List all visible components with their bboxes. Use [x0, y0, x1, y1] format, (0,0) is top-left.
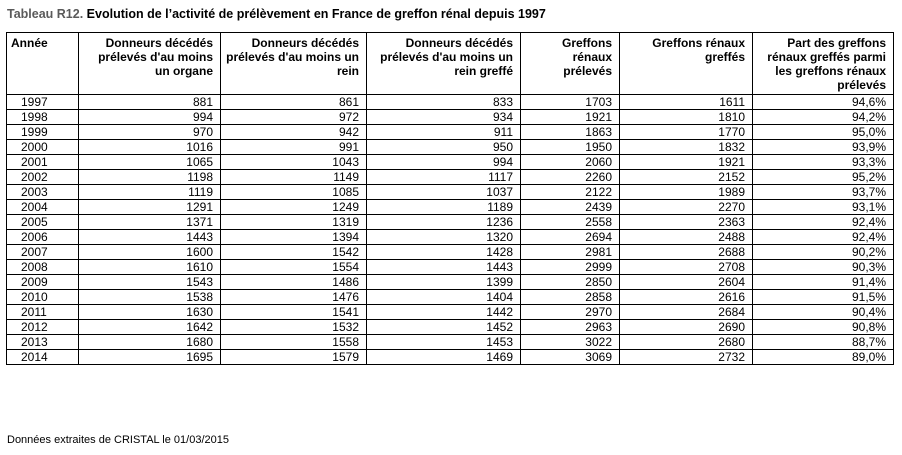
- year-cell: 2013: [7, 335, 79, 350]
- table-cell: 1198: [79, 170, 221, 185]
- year-cell: 2011: [7, 305, 79, 320]
- table-row: [7, 185, 894, 200]
- year-cell: 2010: [7, 290, 79, 305]
- table-row: [7, 125, 894, 140]
- table-row: [7, 350, 894, 365]
- table-cell: 95,2%: [753, 170, 894, 185]
- year-cell: 2003: [7, 185, 79, 200]
- table-cell: 2680: [620, 335, 753, 350]
- table-cell: 1016: [79, 140, 221, 155]
- table-cell: 1394: [221, 230, 367, 245]
- column-header: Donneurs décédés prélevés d'au moins un rein greffé: [367, 33, 521, 95]
- table-cell: 1630: [79, 305, 221, 320]
- table-cell: 3069: [521, 350, 620, 365]
- table-cell: 2260: [521, 170, 620, 185]
- table-cell: 1371: [79, 215, 221, 230]
- table-cell: 1703: [521, 95, 620, 110]
- footnote: Données extraites de CRISTAL le 01/03/2015: [7, 434, 229, 446]
- table-cell: 942: [221, 125, 367, 140]
- table-cell: 2439: [521, 200, 620, 215]
- table-caption: Evolution de l’activité de prélèvement en France de greffon rénal depuis 1997: [86, 7, 546, 21]
- table-row: [7, 335, 894, 350]
- table-cell: 1453: [367, 335, 521, 350]
- table-cell: 2122: [521, 185, 620, 200]
- year-cell: 2006: [7, 230, 79, 245]
- table-cell: 911: [367, 125, 521, 140]
- table-cell: 89,0%: [753, 350, 894, 365]
- table-cell: 1443: [79, 230, 221, 245]
- year-cell: 2008: [7, 260, 79, 275]
- table-cell: 1443: [367, 260, 521, 275]
- table-cell: 1452: [367, 320, 521, 335]
- table-row: [7, 170, 894, 185]
- table-cell: 1770: [620, 125, 753, 140]
- column-header: Donneurs décédés prélevés d'au moins un rein: [221, 33, 367, 95]
- table-cell: 1085: [221, 185, 367, 200]
- table-cell: 1863: [521, 125, 620, 140]
- table-cell: 3022: [521, 335, 620, 350]
- table-cell: 1532: [221, 320, 367, 335]
- table-cell: 972: [221, 110, 367, 125]
- table-cell: 1442: [367, 305, 521, 320]
- table-cell: 1249: [221, 200, 367, 215]
- table-row: [7, 140, 894, 155]
- table-title: [7, 7, 546, 21]
- table-cell: 991: [221, 140, 367, 155]
- table-cell: 1320: [367, 230, 521, 245]
- table-cell: 1610: [79, 260, 221, 275]
- table-cell: 1476: [221, 290, 367, 305]
- table-cell: 2558: [521, 215, 620, 230]
- table-cell: 1543: [79, 275, 221, 290]
- table-cell: 1065: [79, 155, 221, 170]
- table-cell: 994: [79, 110, 221, 125]
- table-cell: 93,7%: [753, 185, 894, 200]
- table-cell: 2999: [521, 260, 620, 275]
- table-cell: 1579: [221, 350, 367, 365]
- table-cell: 1642: [79, 320, 221, 335]
- column-header: Donneurs décédés prélevés d'au moins un organe: [79, 33, 221, 95]
- year-cell: 2001: [7, 155, 79, 170]
- table-cell: 950: [367, 140, 521, 155]
- table-row: [7, 320, 894, 335]
- table-cell: 1950: [521, 140, 620, 155]
- table-cell: 1810: [620, 110, 753, 125]
- table-cell: 1399: [367, 275, 521, 290]
- year-cell: 2004: [7, 200, 79, 215]
- table-cell: 1291: [79, 200, 221, 215]
- table-cell: 2363: [620, 215, 753, 230]
- table-cell: 1404: [367, 290, 521, 305]
- table-cell: 2604: [620, 275, 753, 290]
- table-cell: 2060: [521, 155, 620, 170]
- table-cell: 1695: [79, 350, 221, 365]
- year-cell: 1999: [7, 125, 79, 140]
- table-cell: 91,5%: [753, 290, 894, 305]
- table-cell: 881: [79, 95, 221, 110]
- table-cell: 1037: [367, 185, 521, 200]
- year-cell: 2000: [7, 140, 79, 155]
- table-cell: 2858: [521, 290, 620, 305]
- table-row: [7, 230, 894, 245]
- table-cell: 93,3%: [753, 155, 894, 170]
- table-cell: 2981: [521, 245, 620, 260]
- table-row: [7, 305, 894, 320]
- year-cell: 2002: [7, 170, 79, 185]
- table-cell: 90,2%: [753, 245, 894, 260]
- table-cell: 1541: [221, 305, 367, 320]
- table-cell: 91,4%: [753, 275, 894, 290]
- year-cell: 1997: [7, 95, 79, 110]
- table-cell: 1989: [620, 185, 753, 200]
- table-cell: 861: [221, 95, 367, 110]
- table-cell: 1680: [79, 335, 221, 350]
- table-cell: 2152: [620, 170, 753, 185]
- table-cell: 93,9%: [753, 140, 894, 155]
- table-cell: 1558: [221, 335, 367, 350]
- year-cell: 1998: [7, 110, 79, 125]
- table-cell: 94,6%: [753, 95, 894, 110]
- year-cell: 2012: [7, 320, 79, 335]
- table-cell: 994: [367, 155, 521, 170]
- table-row: [7, 245, 894, 260]
- table-number: Tableau R12.: [7, 7, 84, 21]
- year-cell: 2014: [7, 350, 79, 365]
- table-cell: 94,2%: [753, 110, 894, 125]
- table-cell: 90,3%: [753, 260, 894, 275]
- column-header: Année: [7, 33, 79, 95]
- table-cell: 2684: [620, 305, 753, 320]
- table-cell: 2694: [521, 230, 620, 245]
- table-cell: 2963: [521, 320, 620, 335]
- table-header-row: [7, 33, 894, 95]
- table-cell: 2970: [521, 305, 620, 320]
- table-cell: 1542: [221, 245, 367, 260]
- table-cell: 970: [79, 125, 221, 140]
- table-cell: 2488: [620, 230, 753, 245]
- table-cell: 95,0%: [753, 125, 894, 140]
- year-cell: 2005: [7, 215, 79, 230]
- table-body: [7, 95, 894, 365]
- table-cell: 1921: [620, 155, 753, 170]
- column-header: Greffons rénaux prélevés: [521, 33, 620, 95]
- table-cell: 833: [367, 95, 521, 110]
- year-cell: 2009: [7, 275, 79, 290]
- table-row: [7, 110, 894, 125]
- year-cell: 2007: [7, 245, 79, 260]
- table-cell: 2688: [620, 245, 753, 260]
- table-cell: 2616: [620, 290, 753, 305]
- table-cell: 92,4%: [753, 215, 894, 230]
- column-header: Part des greffons rénaux greffés parmi les greffons rénaux prélevés: [753, 33, 894, 95]
- table-cell: 934: [367, 110, 521, 125]
- table-cell: 2708: [620, 260, 753, 275]
- table-row: [7, 215, 894, 230]
- table-cell: 90,4%: [753, 305, 894, 320]
- table-cell: 1043: [221, 155, 367, 170]
- table-cell: 90,8%: [753, 320, 894, 335]
- table-cell: 92,4%: [753, 230, 894, 245]
- table-cell: 2732: [620, 350, 753, 365]
- table-cell: 1189: [367, 200, 521, 215]
- table-cell: 1469: [367, 350, 521, 365]
- table-cell: 1119: [79, 185, 221, 200]
- table-row: [7, 275, 894, 290]
- table-cell: 2850: [521, 275, 620, 290]
- table-cell: 1554: [221, 260, 367, 275]
- table-cell: 1611: [620, 95, 753, 110]
- table-cell: 1832: [620, 140, 753, 155]
- table-cell: 1149: [221, 170, 367, 185]
- table-cell: 1486: [221, 275, 367, 290]
- data-table: [6, 32, 894, 365]
- table-row: [7, 200, 894, 215]
- table-cell: 1921: [521, 110, 620, 125]
- table-cell: 1319: [221, 215, 367, 230]
- table-row: [7, 155, 894, 170]
- table-row: [7, 290, 894, 305]
- table-cell: 2270: [620, 200, 753, 215]
- table-cell: 1600: [79, 245, 221, 260]
- table-cell: 1236: [367, 215, 521, 230]
- table-row: [7, 260, 894, 275]
- table-cell: 1538: [79, 290, 221, 305]
- table-cell: 2690: [620, 320, 753, 335]
- table-cell: 1117: [367, 170, 521, 185]
- column-header: Greffons rénaux greffés: [620, 33, 753, 95]
- table-cell: 93,1%: [753, 200, 894, 215]
- table-cell: 88,7%: [753, 335, 894, 350]
- table-cell: 1428: [367, 245, 521, 260]
- table-row: [7, 95, 894, 110]
